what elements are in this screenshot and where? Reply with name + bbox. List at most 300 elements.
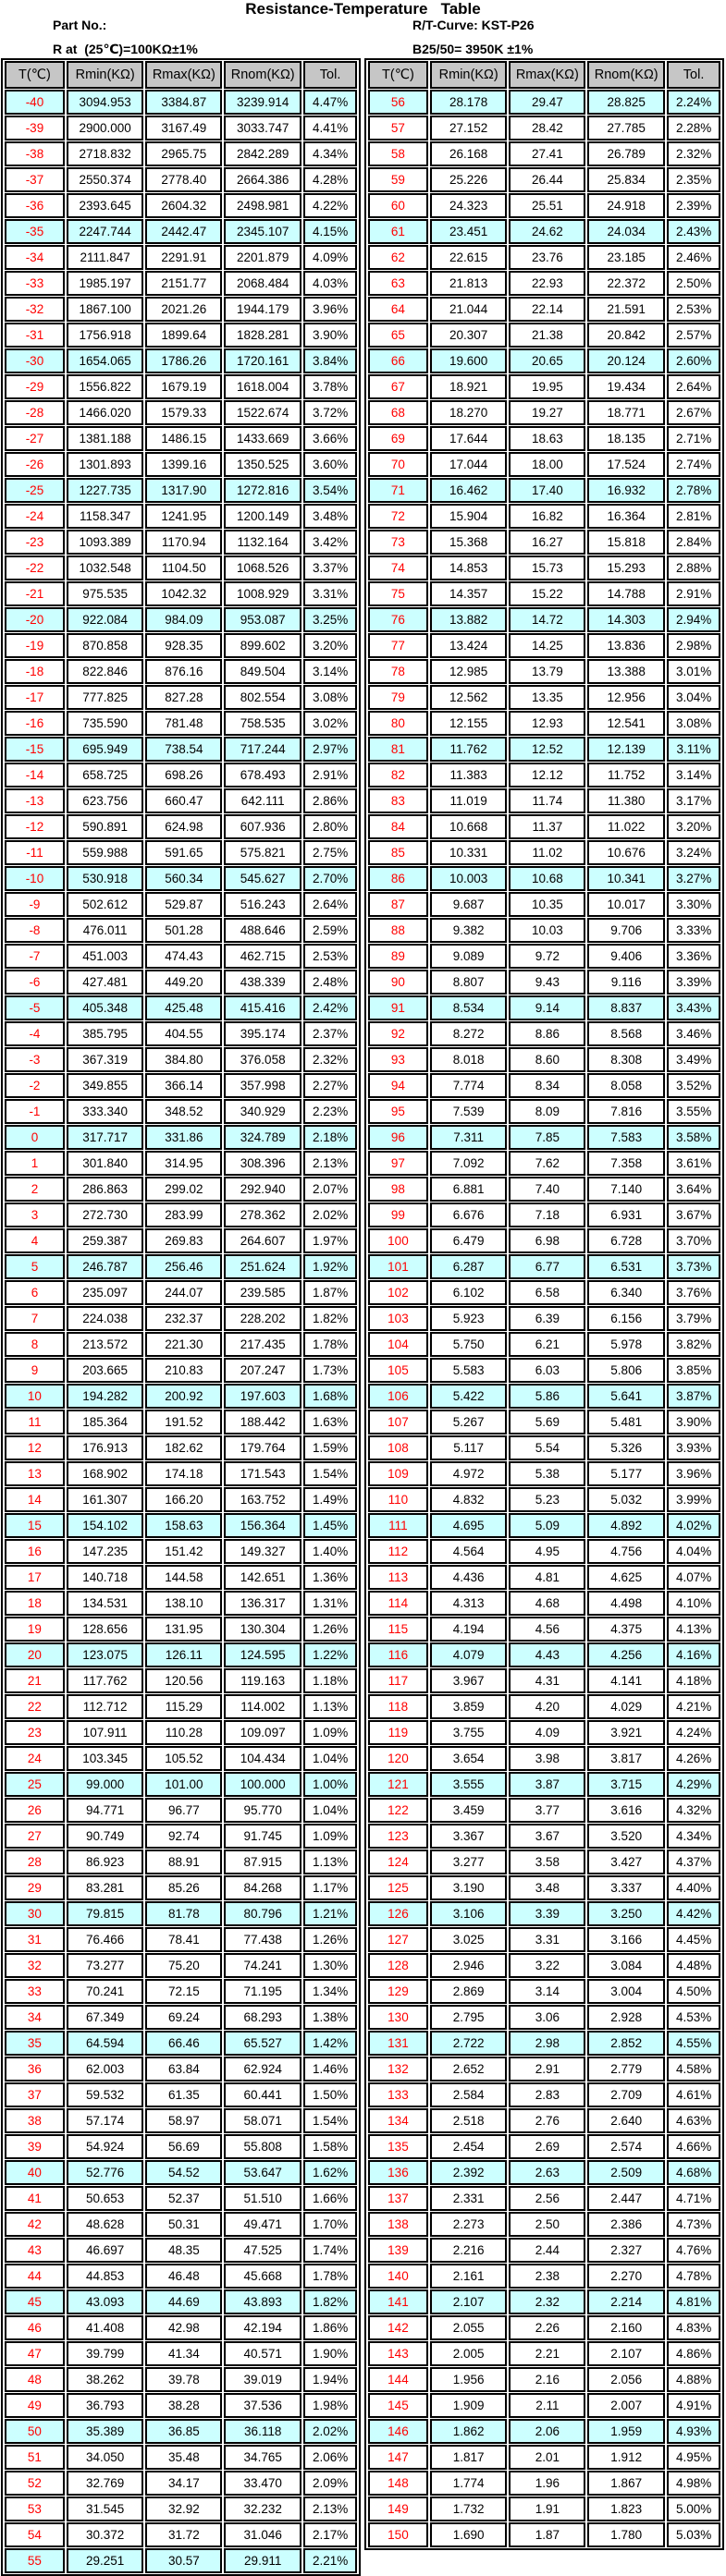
table-row [5, 1798, 357, 1823]
table-row [368, 711, 720, 736]
tolerance-cell: 1.00% [303, 1772, 357, 1797]
rmax-cell: 69.24 [145, 2005, 222, 2030]
rmax-cell: 52.37 [145, 2186, 222, 2211]
tolerance-cell: 3.14% [303, 659, 357, 684]
temperature-cell: 99 [368, 1203, 428, 1227]
rmin-cell: 1.862 [430, 2419, 508, 2444]
tolerance-cell: 3.90% [667, 1410, 720, 1435]
rmin-cell: 2.518 [430, 2108, 508, 2133]
table-row [368, 1746, 720, 1771]
temperature-cell: 138 [368, 2212, 428, 2237]
resistance-at-25c-label: R at (25℃)=100KΩ±1% [53, 42, 198, 56]
tolerance-cell: 1.09% [303, 1720, 357, 1745]
rmin-cell: 168.902 [67, 1461, 144, 1486]
tolerance-cell: 2.59% [303, 918, 357, 943]
rmin-cell: 3.654 [430, 1746, 508, 1771]
rmax-cell: 1241.95 [145, 504, 222, 529]
rmax-cell: 876.16 [145, 659, 222, 684]
temperature-cell: 30 [5, 1901, 65, 1926]
tolerance-cell: 1.97% [303, 1228, 357, 1253]
table-row [368, 1539, 720, 1564]
rmax-cell: 560.34 [145, 866, 222, 891]
rmin-cell: 224.038 [67, 1306, 144, 1331]
table-body-right [368, 90, 720, 2547]
rmin-cell: 29.251 [67, 2548, 144, 2573]
table-row [5, 1487, 357, 1512]
rmin-cell: 2.795 [430, 2005, 508, 2030]
table-body-left [5, 90, 357, 2573]
table-row [5, 711, 357, 736]
tolerance-cell: 1.78% [303, 1332, 357, 1357]
table-row [5, 866, 357, 891]
tolerance-cell: 2.21% [303, 2548, 357, 2573]
rmax-cell: 96.77 [145, 1798, 222, 1823]
rmin-cell: 590.891 [67, 814, 144, 839]
temperature-cell: -26 [5, 452, 65, 477]
rmin-cell: 9.382 [430, 918, 508, 943]
rmin-cell: 3.555 [430, 1772, 508, 1797]
rmax-cell: 6.77 [509, 1254, 585, 1279]
rmin-cell: 59.532 [67, 2082, 144, 2107]
temperature-cell: 57 [368, 116, 428, 140]
table-row [368, 1720, 720, 1745]
tolerance-cell: 3.42% [303, 530, 357, 555]
rnom-cell: 1350.525 [224, 452, 301, 477]
rnom-cell: 11.380 [587, 788, 665, 813]
tolerance-cell: 2.35% [667, 167, 720, 192]
temperature-cell: 85 [368, 840, 428, 865]
rmax-cell: 56.69 [145, 2134, 222, 2159]
tolerance-cell: 4.40% [667, 1875, 720, 1900]
rmax-cell: 210.83 [145, 1358, 222, 1383]
tolerance-cell: 3.20% [667, 814, 720, 839]
rmax-cell: 2.76 [509, 2108, 585, 2133]
rmin-cell: 128.656 [67, 1617, 144, 1642]
tolerance-cell: 2.32% [667, 141, 720, 166]
rmax-cell: 2.21 [509, 2341, 585, 2366]
rmin-cell: 194.282 [67, 1384, 144, 1409]
rmin-cell: 107.911 [67, 1720, 144, 1745]
table-row [368, 633, 720, 658]
tolerance-cell: 1.49% [303, 1487, 357, 1512]
table-row [5, 1617, 357, 1642]
tolerance-cell: 4.66% [667, 2134, 720, 2159]
temperature-cell: 20 [5, 1642, 65, 1667]
tolerance-cell: 3.61% [667, 1151, 720, 1176]
temperature-cell: 44 [5, 2264, 65, 2289]
table-row [368, 1280, 720, 1305]
temperature-cell: 96 [368, 1125, 428, 1150]
tolerance-cell: 3.43% [667, 995, 720, 1020]
tolerance-cell: 2.70% [303, 866, 357, 891]
temperature-cell: -22 [5, 555, 65, 580]
table-row [368, 323, 720, 348]
table-row [368, 426, 720, 451]
table-row [5, 633, 357, 658]
rmin-cell: 367.319 [67, 1047, 144, 1072]
rmin-cell: 9.687 [430, 892, 508, 917]
table-row [5, 1384, 357, 1409]
temperature-cell: -4 [5, 1021, 65, 1046]
rmin-cell: 333.340 [67, 1099, 144, 1124]
rmin-cell: 4.079 [430, 1642, 508, 1667]
rmax-cell: 13.79 [509, 659, 585, 684]
rmax-cell: 10.68 [509, 866, 585, 891]
rnom-cell: 24.034 [587, 219, 665, 244]
table-row [368, 2212, 720, 2237]
rmin-cell: 2111.847 [67, 245, 144, 270]
rnom-cell: 3.616 [587, 1798, 665, 1823]
rnom-cell: 22.372 [587, 271, 665, 296]
rnom-cell: 33.470 [224, 2471, 301, 2496]
rmax-cell: 19.27 [509, 400, 585, 425]
rmax-cell: 449.20 [145, 970, 222, 995]
rnom-cell: 7.816 [587, 1099, 665, 1124]
rnom-cell: 6.931 [587, 1203, 665, 1227]
rmin-cell: 52.776 [67, 2160, 144, 2185]
table-row [5, 1410, 357, 1435]
rmin-cell: 24.323 [430, 193, 508, 218]
col-header-temperature: T(℃) [5, 61, 65, 89]
tolerance-cell: 4.18% [667, 1668, 720, 1693]
rmax-cell: 660.47 [145, 788, 222, 813]
table-row [5, 2445, 357, 2470]
table-row [5, 1513, 357, 1538]
temperature-cell: 90 [368, 970, 428, 995]
rmin-cell: 2.454 [430, 2134, 508, 2159]
rnom-cell: 4.498 [587, 1591, 665, 1616]
rmax-cell: 39.78 [145, 2367, 222, 2392]
col-header-rnom: Rnom(KΩ) [224, 61, 301, 89]
rmin-cell: 2.216 [430, 2238, 508, 2263]
rmin-cell: 22.615 [430, 245, 508, 270]
tolerance-cell: 2.02% [303, 1203, 357, 1227]
tolerance-cell: 1.62% [303, 2160, 357, 2185]
table-row [5, 2341, 357, 2366]
table-row [368, 1254, 720, 1279]
rnom-cell: 49.471 [224, 2212, 301, 2237]
temperature-cell: -21 [5, 581, 65, 606]
tolerance-cell: 4.48% [667, 1953, 720, 1978]
temperature-cell: 33 [5, 1979, 65, 2004]
temperature-cell: 121 [368, 1772, 428, 1797]
rnom-cell: 21.591 [587, 297, 665, 322]
tolerance-cell: 4.03% [303, 271, 357, 296]
rnom-cell: 39.019 [224, 2367, 301, 2392]
temperature-cell: 64 [368, 297, 428, 322]
rmax-cell: 32.92 [145, 2497, 222, 2521]
temperature-cell: -40 [5, 90, 65, 115]
table-row [5, 1824, 357, 1849]
table-row [5, 1228, 357, 1253]
temperature-cell: 89 [368, 944, 428, 969]
rmin-cell: 67.349 [67, 2005, 144, 2030]
table-row [368, 2005, 720, 2030]
tolerance-cell: 2.48% [303, 970, 357, 995]
tolerance-cell: 3.67% [667, 1203, 720, 1227]
tolerance-cell: 2.80% [303, 814, 357, 839]
rmax-cell: 10.35 [509, 892, 585, 917]
temperature-cell: 28 [5, 1850, 65, 1874]
table-row [368, 2108, 720, 2133]
rmax-cell: 166.20 [145, 1487, 222, 1512]
rmin-cell: 10.668 [430, 814, 508, 839]
rmax-cell: 501.28 [145, 918, 222, 943]
rmax-cell: 7.40 [509, 1177, 585, 1202]
table-row [5, 271, 357, 296]
temperature-cell: 133 [368, 2082, 428, 2107]
table-row [5, 1720, 357, 1745]
rmax-cell: 17.40 [509, 478, 585, 503]
rnom-cell: 642.111 [224, 788, 301, 813]
rnom-cell: 4.141 [587, 1668, 665, 1693]
rnom-cell: 6.340 [587, 1280, 665, 1305]
rmin-cell: 50.653 [67, 2186, 144, 2211]
rnom-cell: 3.921 [587, 1720, 665, 1745]
tolerance-cell: 1.04% [303, 1746, 357, 1771]
rmin-cell: 1654.065 [67, 348, 144, 373]
rmax-cell: 8.09 [509, 1099, 585, 1124]
rmax-cell: 2.16 [509, 2367, 585, 2392]
rmax-cell: 3.39 [509, 1901, 585, 1926]
table-row [368, 1332, 720, 1357]
table-row [5, 1332, 357, 1357]
table-row [5, 1694, 357, 1719]
rnom-cell: 717.244 [224, 737, 301, 762]
rmin-cell: 134.531 [67, 1591, 144, 1616]
temperature-cell: 35 [5, 2031, 65, 2056]
rnom-cell: 1618.004 [224, 374, 301, 399]
tolerance-cell: 1.45% [303, 1513, 357, 1538]
table-row [368, 970, 720, 995]
tolerance-cell: 3.31% [303, 581, 357, 606]
tolerance-cell: 2.28% [667, 116, 720, 140]
temperature-cell: 5 [5, 1254, 65, 1279]
rmin-cell: 6.479 [430, 1228, 508, 1253]
rmin-cell: 1.956 [430, 2367, 508, 2392]
rmax-cell: 4.95 [509, 1539, 585, 1564]
tolerance-cell: 3.93% [667, 1435, 720, 1460]
table-row [368, 1642, 720, 1667]
rnom-cell: 2.056 [587, 2367, 665, 2392]
tolerance-cell: 2.13% [303, 2497, 357, 2521]
table-row [5, 1125, 357, 1150]
table-row [368, 763, 720, 787]
tolerance-cell: 2.86% [303, 788, 357, 813]
tolerance-cell: 3.87% [667, 1384, 720, 1409]
rnom-cell: 2.214 [587, 2289, 665, 2314]
rmin-cell: 21.813 [430, 271, 508, 296]
rmin-cell: 1466.020 [67, 400, 144, 425]
table-row [368, 2264, 720, 2289]
col-header-rmin: Rmin(KΩ) [430, 61, 508, 89]
rmin-cell: 385.795 [67, 1021, 144, 1046]
temperature-cell: 67 [368, 374, 428, 399]
header-row [5, 61, 357, 89]
rmax-cell: 14.25 [509, 633, 585, 658]
rmin-cell: 7.539 [430, 1099, 508, 1124]
rnom-cell: 9.706 [587, 918, 665, 943]
temperature-cell: 52 [5, 2471, 65, 2496]
temperature-cell: 95 [368, 1099, 428, 1124]
rnom-cell: 2.160 [587, 2315, 665, 2340]
temperature-cell: 102 [368, 1280, 428, 1305]
rmax-cell: 5.38 [509, 1461, 585, 1486]
rnom-cell: 2.852 [587, 2031, 665, 2056]
temperature-cell: 66 [368, 348, 428, 373]
rmin-cell: 2.946 [430, 1953, 508, 1978]
rmax-cell: 1579.33 [145, 400, 222, 425]
rmin-cell: 31.545 [67, 2497, 144, 2521]
rmin-cell: 21.044 [430, 297, 508, 322]
table-row [368, 1125, 720, 1150]
temperature-cell: 126 [368, 1901, 428, 1926]
temperature-cell: 3 [5, 1203, 65, 1227]
rnom-cell: 1132.164 [224, 530, 301, 555]
rmin-cell: 94.771 [67, 1798, 144, 1823]
temperature-cell: 119 [368, 1720, 428, 1745]
rmax-cell: 1486.15 [145, 426, 222, 451]
table-row [5, 814, 357, 839]
rnom-cell: 10.341 [587, 866, 665, 891]
tolerance-cell: 4.76% [667, 2238, 720, 2263]
table-row [5, 400, 357, 425]
temperature-cell: 19 [5, 1617, 65, 1642]
rmax-cell: 2778.40 [145, 167, 222, 192]
table-row [5, 167, 357, 192]
tolerance-cell: 3.17% [667, 788, 720, 813]
rmin-cell: 777.825 [67, 685, 144, 710]
temperature-cell: 147 [368, 2445, 428, 2470]
table-row [5, 2186, 357, 2211]
rmin-cell: 36.793 [67, 2393, 144, 2418]
table-row [368, 348, 720, 373]
temperature-cell: 98 [368, 1177, 428, 1202]
temperature-cell: 15 [5, 1513, 65, 1538]
rmin-cell: 272.730 [67, 1203, 144, 1227]
rnom-cell: 6.728 [587, 1228, 665, 1253]
rnom-cell: 438.339 [224, 970, 301, 995]
tolerance-cell: 4.13% [667, 1617, 720, 1642]
temperature-cell: 113 [368, 1565, 428, 1590]
rmin-cell: 70.241 [67, 1979, 144, 2004]
rnom-cell: 77.438 [224, 1927, 301, 1952]
temperature-cell: -6 [5, 970, 65, 995]
tolerance-cell: 2.57% [667, 323, 720, 348]
temperature-cell: 93 [368, 1047, 428, 1072]
table-row [368, 2134, 720, 2159]
rnom-cell: 1.823 [587, 2497, 665, 2521]
rmax-cell: 11.74 [509, 788, 585, 813]
rmax-cell: 3.31 [509, 1927, 585, 1952]
rmin-cell: 8.018 [430, 1047, 508, 1072]
rmin-cell: 3.190 [430, 1875, 508, 1900]
temperature-cell: -15 [5, 737, 65, 762]
rnom-cell: 2498.981 [224, 193, 301, 218]
temperature-cell: 9 [5, 1358, 65, 1383]
table-row [5, 1591, 357, 1616]
rnom-cell: 171.543 [224, 1461, 301, 1486]
rmax-cell: 36.85 [145, 2419, 222, 2444]
rmax-cell: 1042.32 [145, 581, 222, 606]
tolerance-cell: 4.16% [667, 1642, 720, 1667]
rnom-cell: 2.574 [587, 2134, 665, 2159]
table-row [5, 1099, 357, 1124]
rmin-cell: 46.697 [67, 2238, 144, 2263]
tolerance-cell: 4.83% [667, 2315, 720, 2340]
temperature-cell: 125 [368, 1875, 428, 1900]
rmin-cell: 5.422 [430, 1384, 508, 1409]
temperature-cell: -30 [5, 348, 65, 373]
rmax-cell: 26.44 [509, 167, 585, 192]
rnom-cell: 2664.386 [224, 167, 301, 192]
temperature-cell: 11 [5, 1410, 65, 1435]
tolerance-cell: 2.78% [667, 478, 720, 503]
rmax-cell: 3.48 [509, 1875, 585, 1900]
rmax-cell: 14.72 [509, 607, 585, 632]
rnom-cell: 95.770 [224, 1798, 301, 1823]
tolerance-cell: 3.82% [667, 1332, 720, 1357]
temperature-cell: -13 [5, 788, 65, 813]
tolerance-cell: 3.27% [667, 866, 720, 891]
tolerance-cell: 4.04% [667, 1539, 720, 1564]
rmax-cell: 48.35 [145, 2238, 222, 2263]
rnom-cell: 9.406 [587, 944, 665, 969]
tolerance-cell: 2.13% [303, 1151, 357, 1176]
temperature-cell: 100 [368, 1228, 428, 1253]
table-row [5, 323, 357, 348]
rnom-cell: 163.752 [224, 1487, 301, 1512]
rnom-cell: 2.640 [587, 2108, 665, 2133]
temperature-cell: -23 [5, 530, 65, 555]
temperature-cell: 118 [368, 1694, 428, 1719]
table-row [5, 607, 357, 632]
rnom-cell: 20.842 [587, 323, 665, 348]
rmin-cell: 4.564 [430, 1539, 508, 1564]
table-row [368, 1591, 720, 1616]
rnom-cell: 376.058 [224, 1047, 301, 1072]
rnom-cell: 91.745 [224, 1824, 301, 1849]
temperature-cell: 55 [5, 2548, 65, 2573]
rmin-cell: 735.590 [67, 711, 144, 736]
temperature-cell: 148 [368, 2471, 428, 2496]
rnom-cell: 264.607 [224, 1228, 301, 1253]
temperature-cell: 74 [368, 555, 428, 580]
rmin-cell: 4.194 [430, 1617, 508, 1642]
rnom-cell: 12.139 [587, 737, 665, 762]
rnom-cell: 2.327 [587, 2238, 665, 2263]
table-row [5, 426, 357, 451]
rmax-cell: 6.98 [509, 1228, 585, 1253]
table-row [5, 1280, 357, 1305]
table-row [368, 374, 720, 399]
table-row [5, 1177, 357, 1202]
table-row [5, 2393, 357, 2418]
rmin-cell: 185.364 [67, 1410, 144, 1435]
temperature-cell: 106 [368, 1384, 428, 1409]
rnom-cell: 3.520 [587, 1824, 665, 1849]
rmax-cell: 366.14 [145, 1073, 222, 1098]
tolerance-cell: 2.64% [303, 892, 357, 917]
tolerance-cell: 1.90% [303, 2341, 357, 2366]
rt-table-left [1, 58, 361, 2576]
rnom-cell: 10.676 [587, 840, 665, 865]
temperature-cell: 110 [368, 1487, 428, 1512]
tolerance-cell: 4.86% [667, 2341, 720, 2366]
rmax-cell: 384.80 [145, 1047, 222, 1072]
table-row [5, 1047, 357, 1072]
rmax-cell: 425.48 [145, 995, 222, 1020]
